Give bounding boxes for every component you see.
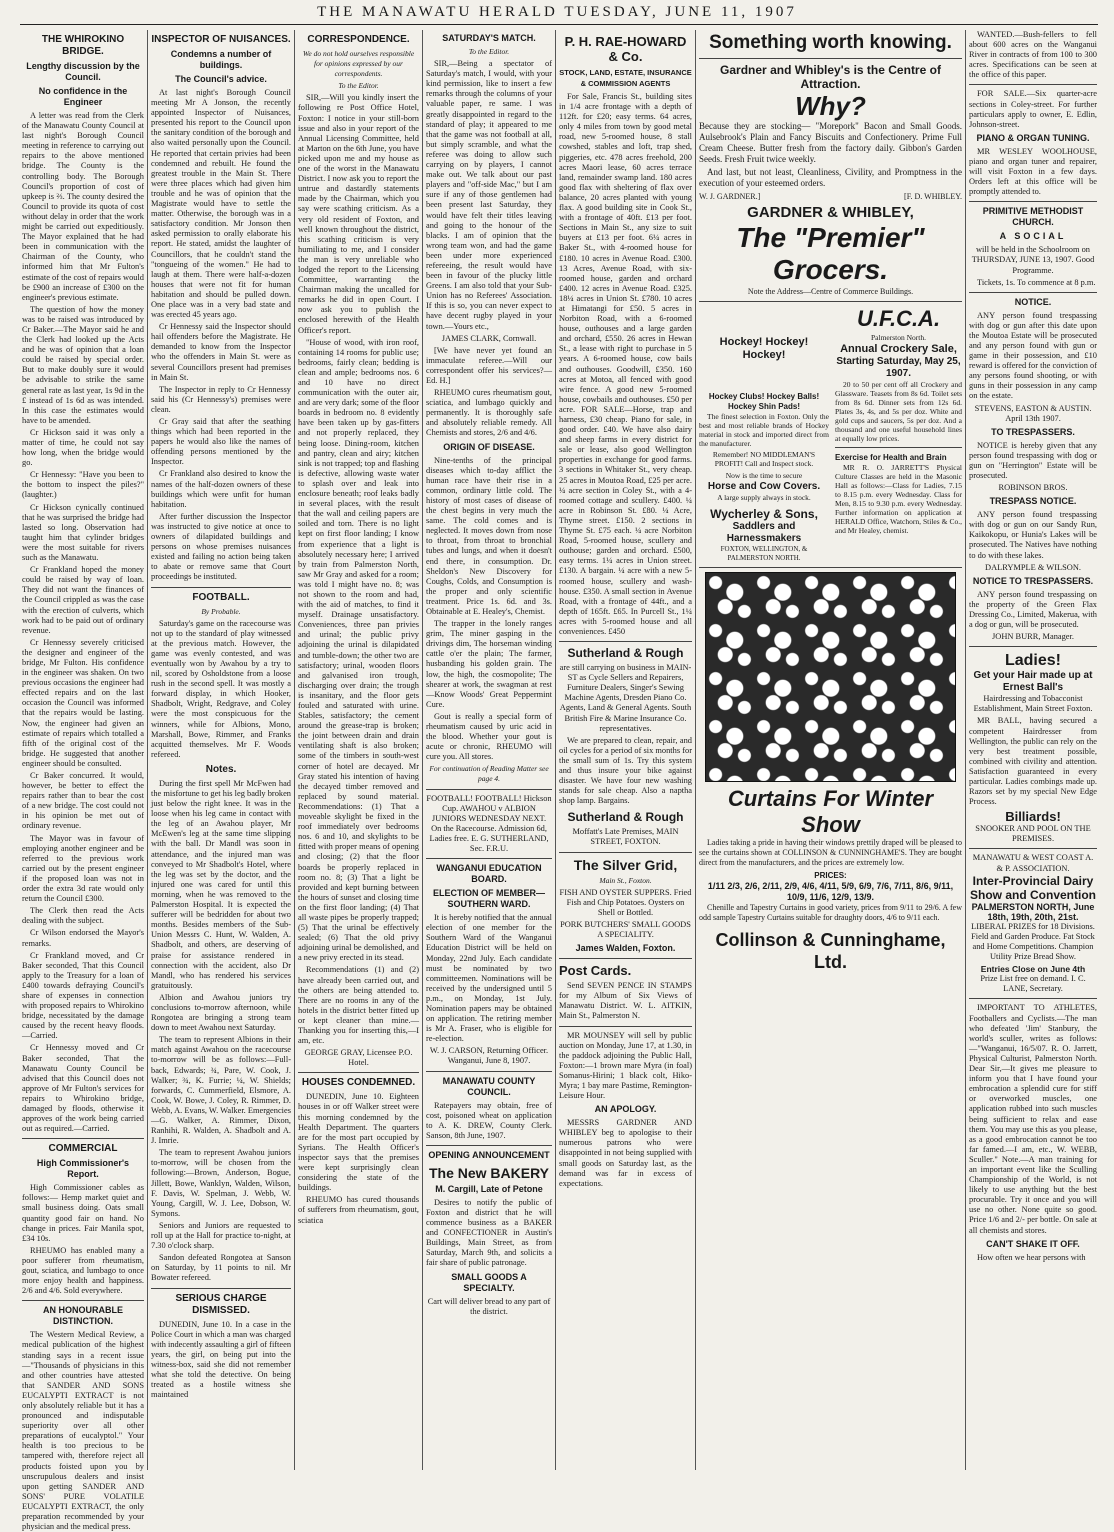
ad-signature: Collinson & Cunninghame, Ltd.: [715, 930, 946, 972]
paragraph: Cr Frankland moved, and Cr Baker seconded, That this Council apply to the Treasury for a loan of £400 towards defraying Council's share of expenses in connection with proposed repairs to Whirokino bridge, necessitated by the damage caused by the recent heavy floods.—Carried.: [22, 950, 144, 1041]
editor-note: We do not hold ourselves responsible for opinions expressed by our correspondents.: [302, 49, 415, 79]
masthead-rule: [20, 24, 1098, 25]
paragraph: Send SEVEN PENCE IN STAMPS for my Album of Six Views of Manawatu District. W. L. AITKIN, Main St., Palmerston N.: [559, 981, 692, 1021]
paragraph: The team to represent Awahou juniors to-morrow, will be chosen from the following:—Brown, Anderson, Bogue, Jillett, Bowe, Wanklyn, Walden, Wilson, F. Davis, W. Spelman, J. Webb, W. Young, Cargill, W. J. Lee, Dobson, W. Symons.: [151, 1148, 291, 1218]
salutation: To the Editor.: [468, 47, 510, 56]
divider: [298, 1072, 419, 1073]
column-4: [426, 30, 552, 1470]
classified: Tickets, 1s. To commence at 8 p.m.: [977, 277, 1096, 287]
paragraph: And last, but not least, Cleanliness, Civility, and Promptness in the execution of your esteemed orders.: [699, 167, 962, 188]
article-headline: AN HONOURABLE DISTINCTION.: [43, 1305, 123, 1327]
ad-subheadline: Gardner and Whibley's is the Centre of Attraction.: [720, 63, 941, 91]
paragraph: The Clerk then read the Acts dealing with the subject.: [22, 906, 144, 926]
paragraph: Cr Hickson said it was only a matter of time, he could not say how long, when the bridge would go.: [22, 427, 144, 468]
paragraph: After further discussion the Inspector was instructed to give notice at once to owners of dilapidated buildings and persons on whose premises nuisances existed and failing no action being taken to abate or remove same that Court proceedings be instituted.: [151, 511, 291, 582]
classified: NOTICE is hereby given that any person found trespassing with dog or gun on "Herrington" Estate will be prosecuted.: [969, 440, 1097, 480]
paragraph: Prize List free on demand. I. C. LANE, Secretary.: [980, 974, 1086, 994]
ad-why: Why?: [795, 91, 866, 121]
paragraph: MR BALL, having secured a competent Hairdresser from Wellington, the public can rely on the very best treatment possible, combined with civility and attention. Satisfaction guaranteed in every particular. Ladies combings made up. Razors set by my special New Edge Process.: [969, 716, 1097, 807]
divider: [699, 301, 962, 302]
signature: JOHN BURR, Manager.: [992, 632, 1074, 642]
classified-headline: NOTICE.: [1014, 296, 1052, 307]
article-subheadline: Condemns a number of buildings.: [170, 49, 272, 70]
ad-headline: Sutherland & Rough: [567, 810, 684, 825]
paragraph: Cr Wilson endorsed the Mayor's remarks.: [22, 928, 144, 948]
ad-subheadline: Get your Hair made up at Ernest Ball's: [973, 670, 1093, 694]
article-subheadline: No confidence in the Engineer: [38, 86, 128, 107]
article-headline: CORRESPONDENCE.: [307, 34, 410, 45]
article-headline: Notes.: [205, 763, 237, 775]
column-5: [559, 30, 692, 1470]
hockey-ad: [699, 306, 829, 563]
ad-headline: Billiards!: [1005, 809, 1061, 825]
paragraph: 20 to 50 per cent off all Crockery and Glassware. Teasets from 8s 6d. Toilet sets from 8s 6d. Dinner sets from 12s 6d. Plates 3s, 4s, and 5s per doz. White and gold cups and saucers, 5s per doz. And a thousand and one useful household lines at equally low prices.: [835, 380, 962, 443]
divider: [22, 1138, 144, 1139]
classified-headline: CAN'T SHAKE IT OFF.: [986, 1238, 1080, 1249]
divider: [969, 848, 1097, 849]
divider: [426, 858, 552, 859]
paragraph: The finest selection in Foxton. Only the best and most reliable brands of Hockey material in stock and imported direct from the manufacturer.: [699, 412, 829, 448]
paragraph: Recommendations (1) and (2) have already been carried out, and the others are being attended to. There are no rooms in any of the hotels in the district better fitted up or kept cleaner than mine.—Thanking you for inserting this,—I am, etc.: [298, 965, 419, 1046]
classified-headline: A SOCIAL: [999, 231, 1067, 242]
classified-headline: TRESPASS NOTICE.: [989, 496, 1077, 507]
paragraph: Ratepayers may obtain, free of cost, poisoned wheat on application to A. K. DREW, County Clerk. Sanson, 8th June, 1907.: [426, 1100, 552, 1140]
divider: [969, 201, 1097, 202]
classified-headline: PRIMITIVE METHODIST CHURCH.: [982, 206, 1084, 228]
article-headline: HOUSES CONDEMNED.: [301, 1077, 416, 1089]
signature: GEORGE GRAY, Licensee P.O. Hotel.: [304, 1048, 413, 1068]
ad-headline: Horse and Cow Covers.: [707, 481, 821, 492]
column-7: [969, 30, 1097, 1470]
column-divider: [555, 30, 556, 1470]
paragraph: For Sale, Francis St., building sites in 1/4 acre frontage with a depth of 112ft. for £20; easy terms. 64 acres, only 4 miles from town by good metal road, new 5-roomed house, 8 stall cowshed, stables and loft, trap shed, piggeries, etc. 478 acres freehold, 200 acres Maori lease, 60 acres terrace land, remainder swamp land. 180 acres good flax with sheltering of flax over balance, 20 acres planted with young flax. A good building site in Cook St., with a frontage of 40ft. £13 per foot. Sections in Main St., any size to suit buyers at £13 per foot. 6¼ acres in Baker St., with 4-roomed house for £180. 10 acres in Avenue Road. £300. 13 Acres, Avenue Road, with six-roomed house, garden and orchard £400. 12 acres in Avenue Road. £325. 18¼ acres in Union St. £780. 10 acres at Himatangi for £50. 5 acres in Norbiton Road, with a 6-roomed house, outhouses and a large garden and orchard, £550. 26 acres in Hewan St., a lease with right to purchase in 5 years. A 6-roomed house, cow bails and outhouses. Goodwill, £350. 160 acres at Motoa, all fenced with good wire fence. A good new 5-roomed house, cowbails and outhouses. £50 per acre. FOR SALE—Horse, trap and harness, £30 cheap. Piano for sale, in good order. £40. We have also dairy and sheep farms in every district for sale or lease, also good Wellington properties in exchange for good farms. 3 sections in Whitaker St., very cheap. 25 acres in Moutoa Road, £25 per acre. ¼ acre section in Coley St., with a 4-roomed cottage and scullery. £400. ¼ acre in Robinson St. £80. ¼ Acre, Thyme street. £150. 2 sections in Thyme St. £75 each. ¼ acre Norbiton Road, 5-roomed house, scullery and outhouse; garden and orchard. £500, easy terms. 1¼ acres in Union street. £130. A bargain. ¼ acre with a new 5-roomed house, scullery and wash-house. £350. A small section in Avenue Road, with a frontage of 44ft., and a depth of 165ft. £65. In Purcell St., 1¼ acres with 5-roomed house and all conveniences. £450: [559, 92, 692, 636]
ad-note: Note the Address—Centre of Commerce Buildings.: [747, 287, 914, 296]
prices-label: PRICES:: [814, 871, 847, 880]
paragraph: Cr Baker concurred. It would, however, be better to effect the repairs rather than to bear the cost of a new bridge. The cost could not in his opinion be met out of ordinary revenue.: [22, 771, 144, 831]
classified: FOR SALE.—Six quarter-acre sections in Coley-street. For further particulars apply to owner, E. Edlin, Johnson-street.: [969, 89, 1097, 129]
paragraph: We are prepared to clean, repair, and oil cycles for a period of six months for the small sum of 1s. Try this system and thus insure your bike against disaster. We have four new washing stands for sale cheap. Also a naptha shop lamp. Bargains.: [559, 735, 692, 806]
paragraph: LIBERAL PRIZES for 18 Divisions. Field and Garden Produce. Fat Stock and Home Competitions. Champion Utility Prize Bread Show.: [971, 921, 1095, 962]
ad-subheadline: ELECTION OF MEMBER—SOUTHERN WARD.: [433, 888, 545, 910]
divider: [969, 292, 1097, 293]
paragraph: Sandon defeated Rongotea at Sanson on Saturday, by 11 points to nil. Mr Bowater refereed.: [151, 1253, 291, 1283]
divider: [426, 789, 552, 790]
classified: will be held in the Schoolroom on THURSDAY, JUNE 13, 1907. Good Programme.: [971, 245, 1095, 275]
signature: [F. D. WHIBLEY.: [904, 192, 962, 201]
paragraph: MR MOUNSEY will sell by public auction on Monday, June 17, at 1.30, in the paddock adjoining the Public Hall, Foxton:—1 brown mare Myra (in foal) Somanus-Hirini; 1 black colt, Hiko-Myra; 1 bay mare Pastime, Remington-Leisure Hour.: [559, 1030, 692, 1101]
signature: W. J. CARSON, Returning Officer. Wanganui, June 8, 1907.: [429, 1046, 549, 1066]
ad-tagline: SMALL GOODS A SPECIALTY.: [451, 1271, 527, 1293]
paragraph: The Western Medical Review, a medical publication of the highest standing says in a recent issue—"Thousands of physicians in this and other countries have attested that SANDER AND SONS EUCALYPTI EXTRACT is not only absolutely reliable but it has a pronounced and indisputable superiority over all other preparations of eucalyptol." Your health is too precious to be tampered with, therefore reject all products foisted upon you by unscrupulous dealers and insist upon getting SANDER AND SONS' PURE VOLATILE EUCALYPTI EXTRACT, the only preparation recommended by your physician and the medical press.: [22, 1330, 144, 1532]
paragraph: RHEUMO cures rheumatism gout, sciatica, and lumbago quickly and permanently. It is thoroughly safe and absolutely reliable remedy. All Chemists and stores, 2/6 and 4/6.: [426, 388, 552, 438]
ad-headline: AN APOLOGY.: [594, 1104, 657, 1115]
paragraph: The Mayor was in favour of employing another engineer and be referred to the previous work carried out by the present engineer if the proposed loan was not in order the extra 3d rate would only return the Council £300.: [22, 833, 144, 904]
article-subheadline: The Council's advice.: [175, 74, 267, 84]
ad-note: SNOOKER AND POOL ON THE PREMISES.: [975, 824, 1091, 844]
article-headline: COMMERCIAL: [48, 1143, 118, 1155]
divider: [699, 567, 962, 568]
divider: [835, 447, 962, 448]
masthead: THE MANAWATU HERALD TUESDAY, JUNE 11, 1907: [317, 4, 797, 20]
paragraph: The team to represent Albions in their match against Awahou on the racecourse to-morrow will be as follows:—Full-back, Edwards; ¾, Pare, W. Cook, J. Walker; ¾, K. Furrie; ¼, W. Shields; forwards, C. Cummerfield, Elsmore, A. Cook, W. Bowe, J. Coley, R. Rimmer, D. Webb, A. Evans, W. Walker. Emergencies—G. Walker, A. Rimmer, Dixon, Ranhihi, R. Walden, A. Shadbolt and A. J. Imrie.: [151, 1035, 291, 1146]
paragraph: Ladies taking a pride in having their windows prettily draped will be pleased to see the curtains shown at COLLINSON & CUNNINGHAME'S. They are bought direct from the manufacturers, and the prices are extremely low.: [699, 838, 962, 867]
paragraph: DUNEDIN, June 10. Eighteen houses in or off Walker street were this morning condemned by the Health Department. The quarters are for the most part occupied by Syrians. The Health Officer's inspector says that the premises were kept surprisingly clean considering the state of the buildings.: [298, 1092, 419, 1193]
ufca-ad: [835, 306, 962, 563]
signature-row: [699, 191, 962, 202]
ad-date: PALMERSTON NORTH, June 18th, 19th, 20th, 21st.: [971, 901, 1095, 922]
paragraph: PORK BUTCHERS' SMALL GOODS A SPECIALITY.: [560, 919, 691, 940]
ad-headline: P. H. RAE-HOWARD & Co.: [564, 34, 687, 64]
divider: [426, 1145, 552, 1146]
ad-note: Entries Close on June 4th: [980, 964, 1086, 975]
classified-headline: PIANO & ORGAN TUNING.: [976, 132, 1090, 143]
ad-headline: MANAWATU COUNTY COUNCIL.: [442, 1075, 536, 1097]
column-1: [22, 30, 144, 1532]
column-divider: [422, 30, 423, 1470]
paragraph: During the first spell Mr McFwen had the misfortune to get his leg badly broken just below the right knee. It was in the loose when his leg came in contact with the leg of an Awahou player, Mr McEwen's leg at the same time slipping with the ball. Dr Mandl was soon in attendance, and the injured man was conveyed to Mr Shadbolt's Hotel, where the leg was set by the doctor, and the injured one was cared for until this morning, when he was removed to the Palmerston Hospital. It is expected the sufferer will be bedridden for about two months. Besides members of the Sub-Union Messrs C. Hunt, W. Walden, A. Shadbolt, and others, are deserving of praise for assistance rendered in connection with the accident, also Dr Mandl, who has rendered his services gratuitously.: [151, 778, 291, 990]
divider: [559, 641, 692, 642]
divider: [559, 852, 692, 853]
paragraph: Seniors and Juniors are requested to roll up at the Hall for practice to-night, at 7.30 o'clock sharp.: [151, 1220, 291, 1251]
classified: ANY person found trespassing on the property of the Green Flax Dressing Co., Limited, Makerua, with a dog or gun, will be prosecuted.: [969, 589, 1097, 630]
divider: [151, 587, 291, 588]
divider: [969, 998, 1097, 999]
paragraph: are still carrying on business in MAIN-ST as Cycle Sellers and Repairers, Furniture Dealers, Singer's Sewing Machine Agents, Dresden Piano Co. Agents, Land & General Agents. South British Fire & Marine Insurance Co. representatives.: [559, 663, 692, 733]
paragraph: MESSRS GARDNER AND WHIBLEY beg to apologise to their numerous patrons who were disappointed in not being supplied with small goods on Saturday last, as the demand was far in excess of expectations.: [559, 1118, 692, 1188]
ad-date: Starting Saturday, May 25, 1907.: [836, 356, 961, 379]
ad-note: Now is the time to secure: [725, 471, 803, 480]
paragraph: Cr Hennessy moved and Cr Baker seconded, That the Manawatu County Council be advised that this Council does not approve of Mr Fulton's services for repairs to Whirokino bridge, damaged by floods, otherwise it approves of the work being carried out as required.—Carried.: [22, 1043, 144, 1134]
ad-subheadline: Saddlers and Harnessmakers: [726, 521, 802, 544]
article-headline: SERIOUS CHARGE DISMISSED.: [175, 1292, 267, 1316]
paragraph: Nine-tenths of the principal diseases which to-day afflict the human race have their rise in a common, ordinary little cold. The history of most cases of disease of the chest begins in very much the same. The cold comes and is neglected. It moves down from nose to throat, from throat to bronchial tubes and lungs, and when it doesn't end there, in consumption. Dr. Sheldon's New Discovery for Coughs, Colds, and Consumption is the proper and only scientific treatment. Price 1s. 6d. and 3s. Obtainable at E. Healey's, Chemist.: [426, 455, 552, 616]
paragraph: Cr Hennessy severely criticised the designer and engineer of the bridge, Mr Fulton. His confidence in the engineer was shaken. On two previous occasions the engineer had effected repairs and on the last occasion the Council was informed that the repairs would be lasting. Now, the engineer had given an estimate of repairs which totalled a fifth of the original cost of the bridge. He suggested that another engineer should be consulted.: [22, 637, 144, 768]
article-headline: ORIGIN OF DISEASE.: [443, 441, 535, 452]
paragraph: Moffatt's Late Premises, MAIN STREET, FOXTON.: [572, 827, 679, 847]
byline: By Probable.: [201, 606, 241, 616]
column-2: [151, 30, 291, 1470]
classified-headline: NOTICE TO TRESPASSERS.: [972, 575, 1094, 586]
paragraph: At last night's Borough Council meeting Mr A Jonson, the recently appointed Inspector of Nuisances, presented his report to the Council upon the sanitary condition of the borough and also waited personally upon the Council. He reported that certain privies had been condemned and rebuilt. He found the greatest trouble in the Main St. There were three places which had given him trouble and he was of opinion that the Magistrate would have to settle the matter. Otherwise, the borough was in a satisfactory condition. Mr Jonson then asked permission to orally elaborate his report. He stated, amidst the laughter of Councillors, that he couldn't stand the "tongueing of the women." He had to laugh at them. There were half-a-dozen houses that were not fit for human habitation and should be pulled down. One place was in a very bad state and was erected 45 years ago.: [151, 88, 291, 320]
paragraph: RHEUMO has enabled many a poor sufferer from rheumatism, gout, sciatica, and lumbago to once more enjoy health and happiness. 2/6 and 4/6. Sold everywhere.: [22, 1245, 144, 1296]
ad-note: A large supply always in stock.: [717, 493, 811, 502]
article-subheadline: High Commissioner's Report.: [36, 1158, 130, 1180]
paragraph: SIR,—Will you kindly insert the following re Post Office Hotel, Foxton: I notice in your still-born issue and also in your report of the Annual Licensing Committee, held at Marton on the 6th June, you have picked upon me and my house as one of the worst in the Manawatu District. I now ask you to report the untrue and dastardly statements made by the Chairman, which you say were scathing criticism. As a very old resident of Foxton, and well known throughout the district, this scathing criticism is very humiliating to me, and I consider the man is very unreliable who lodged the report to the Licensing Committee, warranting the Chairman making the uncalled for remarks he did in open Court. I now ask you to publish the enclosed herewith of the Health Officer's report.: [298, 93, 419, 335]
paragraph: The question of how the money was to be raised was introduced by Cr Baker.—The Mayor said he and the Clerk had looked up the Acts and he was of opinion that a loan could be raised by special order. But to make doubly sure it would be advisable to strike the same general rate as last year, 1s 9d in the £ instead of 1s 6d as was intended. In this case the estimates would have to be amended.: [22, 304, 144, 425]
paragraph: Because they are stocking— "Morepork" Bacon and Small Goods. Aulsebrook's Plain and Fancy Biscuits and Confectionery. Prime Full Cream Cheese. Butter fresh from the factory daily. Gibbon's Garden Seeds. Fresh Fruit twice weekly.: [699, 121, 962, 164]
ad-signature: James Walden, Foxton.: [575, 943, 676, 954]
divider: [969, 84, 1097, 85]
classified: MR WESLEY WOOLHOUSE, piano and organ tuner and repairer, will visit Foxton in a few days. Orders left at this office will be promptly attended to.: [969, 146, 1097, 197]
ad-headline: GARDNER & WHIBLEY,: [747, 204, 914, 221]
paragraph: Desires to notify the public of Foxton and district that he will commence business as a BAKER and CONFECTIONER in Austin's Buildings, Main Street, as from Saturday, March 9th, and solicits a fair share of public patronage.: [426, 1197, 552, 1268]
paragraph: Cr Frankland hoped the money could be raised by way of loan. They did not want the finances of the Council crippled as was the case with the erection of culverts, which work had to be paid out of ordinary revenue.: [22, 565, 144, 635]
ad-headline: Curtains For Winter Show: [727, 786, 934, 837]
divider: [559, 958, 692, 959]
bakery-owner: M. Cargill, Late of Petone: [435, 1183, 543, 1194]
ad-headline: The Silver Grid,: [573, 856, 678, 873]
classified: WANTED.—Bush-fellers to fell about 600 acres on the Wanganui River in contracts of from 100 to 300 acres. Specifications can be seen at the office of this paper.: [969, 30, 1097, 80]
paragraph: Gout is really a special form of rheumatism caused by uric acid in the blood. Whether your gout is acute or chronic, RHEUMO will cure you. All stores.: [426, 711, 552, 762]
ad-headline: OPENING ANNOUNCEMENT: [428, 1149, 550, 1160]
paragraph: The Inspector in reply to Cr Hennessy said his (Cr Hennessy's) premises were clean.: [151, 384, 291, 414]
ad-address: Palmerston North.: [871, 333, 926, 342]
ad-address: Main St., Foxton.: [599, 875, 652, 885]
paragraph: The trapper in the lonely ranges grim, The miner gasping in the drivings dim, The horseman winding cattle o'er the plain; The farmer, husbanding his golden grain. The low, the high, the cosmopolite; The shearer at work, the swagman at rest—Know Woods' Great Peppermint Cure.: [426, 619, 552, 709]
ad-address: FOXTON, WELLINGTON, & PALMERSTON NORTH.: [720, 545, 808, 562]
curtain-illustration: [705, 572, 956, 782]
article-headline: THE WHIROKINO BRIDGE.: [41, 34, 125, 57]
signature: ROBINSON BROS.: [998, 483, 1068, 493]
paragraph: Cr Hennessy: "Have you been to the bottom to inspect the piles?" (laughter.): [22, 470, 144, 500]
divider: [22, 1300, 144, 1301]
column-divider: [294, 30, 295, 1470]
signature: STEVENS, EASTON & AUSTIN. April 13th 1907.: [974, 403, 1092, 423]
paragraph: SIR,—Being a spectator of Saturday's match, I would, with your kind permission, like to insert a few remarks through the columns of your valuable paper, re same. I was greatly disappointed in regard to the standard of play; it appeared to me that the game was not football at all, but simply scramble, and what the referee was doing to allow such carrying on by players, I cannot make out. We talk about our past players and "off-side Mac," but I am sure if any of those gentlemen had been present last Saturday, they would have felt their titles leaving and going to the honour of the blacks. I am of opinion that the wrong team won, and had the game been under more experienced refereeing, the result would have been in favour of the plucky little Greens. I am also told that your Sub-Union has no Referees' Association. If this is so, you can never expect to have decent rugby played in your town.—Yours etc.,: [426, 59, 552, 331]
paragraph: IMPORTANT TO ATHLETES, Footballers and Cyclists.—The man who defeated 'Jim' Stanbury, the world's sculler, writes as follows:—"Wanganui, 16/5/07. R. O. Jarrett, Physical Culturist, Palmerston North. Dear Sir,—It gives me pleasure to inform you that I have found your embrocation a splendid cure for stiff or overworked muscles, one application rubbed into such muscles being sufficient to relax and ease them. You may use this as you please, as a good embrocation cannot be too far famed.—I am, etc., W. WEBB, Sculler." Note.—A man training for an important event like the Sculling Championship of the World, is not likely to use anything but the best procurable. Try it once and you will use no other. None quite so good. Price 1/6 and 2/- per bottle. On sale at all chemists and stores.: [969, 1003, 1097, 1235]
ad-headline: Hockey! Hockey! Hockey!: [719, 336, 809, 361]
column-divider: [965, 30, 966, 1470]
divider: [559, 1026, 692, 1027]
ad-headline: Annual Crockery Sale,: [840, 343, 957, 355]
ad-headline: MANAWATU & WEST COAST A. & P. ASSOCIATION.: [972, 853, 1094, 873]
ad-headline: U.F.C.A.: [856, 306, 941, 331]
ad-headline: Something worth knowing.: [709, 32, 952, 53]
article-headline: INSPECTOR OF NUISANCES.: [151, 34, 291, 45]
paragraph: Cart will deliver bread to any part of the district.: [427, 1296, 551, 1316]
paragraph: RHEUMO has cured thousands of sufferers from rheumatism, gout, sciatica: [298, 1195, 419, 1225]
ad-subheadline: Hockey Clubs! Hockey Balls! Hockey Shin Pads!: [708, 392, 820, 411]
ad-headline: Wycherley & Sons,: [710, 507, 818, 521]
ad-headline: Ladies!: [1004, 652, 1061, 670]
paragraph: How often we hear persons with: [977, 1252, 1086, 1262]
column-6: [699, 30, 962, 1470]
paragraph: Cr Gray said that after the seathing things which had been reported in the papers he would also like the names of offending persons mentioned by the Inspector.: [151, 417, 291, 467]
paragraph: Cr Hennessy said the Inspector should hail offenders before the Magistrate. He demanded to know from the Inspector who the offenders in Main St. were as several Councillors present had premises in Main St.: [151, 322, 291, 382]
divider: [699, 58, 962, 59]
salutation: To the Editor.: [338, 81, 379, 91]
article-subheadline: Lengthy discussion by the Council.: [26, 61, 140, 82]
paragraph: Cr Frankland also desired to know the names of the half-dozen owners of these buildings which were unfit for human habitation.: [151, 469, 291, 509]
paragraph: Hairdressing and Tobacconist Establishment, Main Street Foxton.: [973, 694, 1093, 714]
divider: [426, 1071, 552, 1072]
classified: ANY person found trespassing with dog or gun on our Sandy Run, Kaikokopu, or Hunia's Lakes will be prosecuted. The Natives have nothing to do with these lakes.: [969, 510, 1097, 560]
ad-headline: WANGANUI EDUCATION BOARD.: [436, 863, 542, 885]
ad-headline: Sutherland & Rough: [567, 646, 684, 661]
continuation-note: For continuation of Reading Matter see page 4.: [429, 764, 549, 784]
signature: DALRYMPLE & WILSON.: [985, 562, 1081, 572]
divider: [969, 646, 1097, 647]
column-divider: [695, 30, 696, 1470]
signature: W. J. GARDNER.]: [699, 192, 761, 201]
paragraph: Chenille and Tapestry Curtains in good variety, prices from 9/11 to 29/6. A few odd sample Tapestry Curtains suitable for draughty doors, 4/6 to 9/11 each.: [699, 903, 962, 922]
paragraph: High Commissioner cables as follows:— Hemp market quiet and small business doing. Oats small quantity good fair on hand. No change in prices. Fair Manila spot, £34 10s.: [22, 1183, 144, 1243]
ad-headline: Post Cards.: [559, 963, 632, 979]
editor-reply: [We have never yet found an immaculate referee.—Will our correspondent offer his services?—Ed. H.]: [426, 345, 552, 385]
paragraph: "House of wood, with iron roof, containing 14 rooms for public use; bedrooms, fairly clean; bedding is clean and ample; bedrooms nos. 6 and 10 have no direct communication with the outer air, and are very dark; some of the floor boards in bedroom no. 8 evidently have been taken up by gas-fitters and not properly replaced, they being loose. Dining-room, kitchen and pantry, clean and airy; kitchen sink is not trapped; top and flashing is defective, allowing waste water to splash over and leak into enclosure beneath; roof leaks badly in several places, with the result that the wall and ceiling papers are soiled and torn. There is no light kept on first floor landing; I know from experience that a light is absolutely necessary here; I arrived by train from Palmerston North, saw Mr Gray and asked for a room; was told I might have no. 8; was not shown to the room and had, with the aid of matches, to find it myself. Drainage unsatisfactory. Conveniences, three pan privies and urinal; the public privy adjoining the urinal is dilapidated and tumble-down; the other two are satisfactory; urinal, wooden floors and galvanised iron trough, discharging over drain; the trough is insanitary, and the floor gets fouled and saturated with urine. Stables, satisfactory; the cement around the grease-trap is broken; the joint between drain and drain ventilating shaft is also broken; some of the timbers in south-west corner of hotel are decayed. Mr Gray stated his intention of having the decayed timber removed and replaced by sound material. Recommendations: (1) That a moveable skylight be fixed in the roof immediately over bedrooms nos. 6 and 10, and skylights to be fitted with proper means of opening and closing; (2) that the floor boards be properly replaced in room no. 8; (3) That a light be provided and kept burning between the hours of sunset and closing time on the first floor landing; (4) That all waste pipes be properly trapped; (5) That the urinal be effectively sealed; (6) That the old privy adjoining urinal be demolished, and a new privy erected in its stead.: [298, 337, 419, 963]
ad-premier-grocers: The "Premier" Grocers.: [736, 222, 925, 285]
ad-headline: Exercise for Health and Brain: [835, 453, 947, 462]
paragraph: Remember! NO MIDDLEMAN'S PROFIT! Call and Inspect stock.: [712, 450, 816, 468]
signature: JAMES CLARK, Cornwall.: [441, 333, 537, 343]
column-divider: [147, 30, 148, 1470]
classified-headline: TO TRESPASSERS.: [991, 426, 1075, 437]
paragraph: A letter was read from the Clerk of the Manawatu County Council at last night's Borough Council meeting in reference to carrying out repairs to the above mentioned bridge. The County is the controlling body. The Borough Council's proportion of cost of upkeep is ⅔. The county desired the Council to provide its quota of cost without delay in order that the work might be carried out expeditiously. The Mayor explained that he had been in communication with the Chairman of the County, who informed him that Mr Fulton's estimate of the cost of repairs would be £900 an increase of £300 on the engineer's previous estimate.: [22, 111, 144, 302]
paragraph: Cr Hickson cynically continued that he was surprised the bridge had lasted so long. Observation had taught him that cylinder bridges were the most suitable for rivers such as the Manawatu.: [22, 502, 144, 563]
paragraph: DUNEDIN, June 10. In a case in the Police Court in which a man was charged with indecently assaulting a girl of fifteen years, the girl, on being put into the witness-box, said she did not remember what she told the detective. On being treated as a hostile witness she maintained: [151, 1319, 292, 1400]
paragraph: Albion and Awahou juniors try conclusions to-morrow afternoon, while Rongotea are bringing a strong team down to meet Awahou next Saturday.: [151, 992, 291, 1033]
paragraph: FISH AND OYSTER SUPPERS. Fried Fish and Chip Potatoes. Oysters on Shell or Bottled.: [559, 887, 692, 917]
paragraph: Saturday's game on the racecourse was not up to the standard of play witnessed at the previous match. However, the game was evenly contested, and was eventually won by Awahou by a try to nil, scored by Osholdstone from a loose rush in the second spell. It was mostly a forward display, in which Hooker, Shadbolt, Wright, Redgrave, and Coley were the most conspicuous for the winners, while for Albions, Mono, Marshall, Bowe, Rimmer, and Franks acquitted themselves. Mr F. Woods refereed.: [151, 618, 291, 759]
article-headline: FOOTBALL.: [192, 591, 250, 603]
ad-headline: Inter-Provincial Dairy Show and Convention: [970, 873, 1096, 902]
divider: [151, 1288, 291, 1289]
ad-subheadline: STOCK, LAND, ESTATE, INSURANCE & COMMISSION AGENTS: [559, 68, 692, 88]
prices-list: 1/11 2/3, 2/6, 2/11, 2/9, 4/6, 4/11, 5/9, 6/9, 7/6, 7/11, 8/6, 9/11, 10/9, 11/6, 12/9, 13/9.: [707, 881, 954, 902]
paragraph: MR R. O. JARRETT'S Physical Culture Classes are held in the Masonic Hall as follows:—Class for Ladies, 7.15 to 8.15 p.m. every Wednesday. Class for Men, 8.15 to 9.30 p.m. every Wednesday. Further information on application at HERALD Office, Watchorn, Stiles & Co., and Mr Healey, chemist.: [835, 463, 962, 535]
article-headline: SATURDAY'S MATCH.: [442, 33, 536, 43]
column-3: [298, 30, 419, 1470]
paragraph: It is hereby notified that the annual election of one member for the Southern Ward of the Wanganui Education District will be held on Monday, 22nd July. Each candidate must be nominated by two committeemen. Nominations will be received by the undersigned until 5 p.m., on Monday, 1st July. Nomination papers may be obtained on application. The retiring member is Mr A. Fraser, who is eligible for re-election.: [426, 913, 552, 1044]
bakery-headline: The New BAKERY: [428, 1164, 550, 1181]
football-ad: FOOTBALL! FOOTBALL! Hickson Cup. AWAHOU v ALBION JUNIORS WEDNESDAY NEXT. On the Racecourse. Admission 6d, Ladies free. E. G. SUTHERLAND, Sec. F.R.U.: [426, 793, 552, 854]
classified: ANY person found trespassing with dog or gun after this date upon the Moutoa Estate will be prosecuted and any person found with gun or game in their possession, and £10 reward is offered for the conviction of any persons found shooting, or with guns in their possession in any camp on the estate.: [969, 310, 1097, 401]
